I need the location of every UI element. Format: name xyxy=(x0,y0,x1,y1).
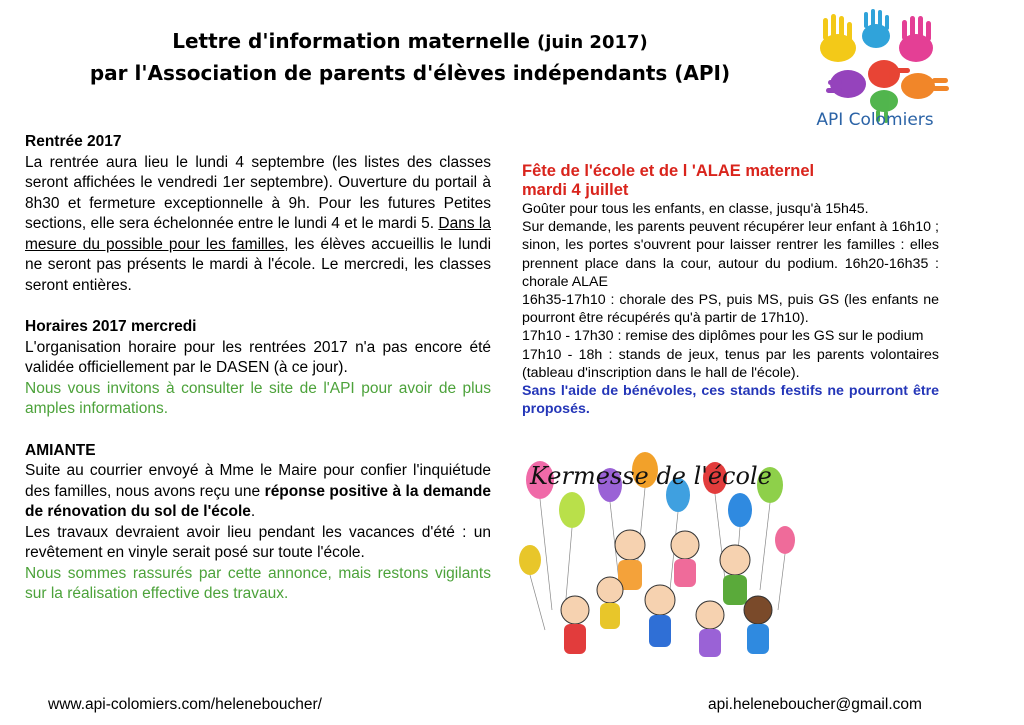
section-horaires xyxy=(25,317,491,420)
handprint-icon xyxy=(901,73,949,99)
amiante-text xyxy=(25,461,491,523)
header-line2: par l'Association de parents d'élèves indépendants (API) xyxy=(89,61,731,85)
fete-text-3: 16h35-17h10 : chorale des PS, puis MS, puis GS (les enfants ne pourront être récupérés qu'à partir de 17h10). xyxy=(522,292,939,327)
horaires-green-text: Nous vous invitons à consulter le site de l'API pour avoir de plus amples informations. xyxy=(25,379,491,417)
handprint-icon xyxy=(820,14,856,62)
fete-text-1: Goûter pour tous les enfants, en classe, jusqu'à 15h45. xyxy=(522,201,869,217)
amiante-bold: réponse positive à la demande de rénovation du sol de l'école xyxy=(25,482,491,520)
rentree-text-1: La rentrée aura lieu le lundi 4 septembre (les listes des classes seront affichées le vendredi 1er septembre). Ouverture du portail à 8h30 et fermeture exceptionnelle à 9h. Pour les futures Petites sections, elle sera échelonnée entre le lundi 4 et le mardi 5. xyxy=(25,153,491,232)
footer-email: api.heleneboucher@gmail.com xyxy=(708,696,922,713)
logo-text: API Colomiers xyxy=(816,110,934,130)
fete-text-5: 17h10 - 18h : stands de jeux, tenus par les parents volontaires (tableau d'inscription dans le hall de l'école). xyxy=(522,346,939,381)
section-title: AMIANTE xyxy=(25,441,96,459)
newsletter-header xyxy=(60,26,760,88)
horaires-text: L'organisation horaire pour les rentrées 2017 n'a pas encore été validée officiellement par le DASEN (à ce jour). xyxy=(25,338,491,376)
kermesse-title: Kermesse de l'école xyxy=(530,462,772,490)
header-title: Lettre d'information maternelle xyxy=(172,29,530,53)
right-column xyxy=(522,162,939,418)
fete-text-2: Sur demande, les parents peuvent récupérer leur enfant à 16h10 ; sinon, les portes s'ouvrent pour laisser rentrer les familles : elles prennent place dans la cour, autour du podium. 16h20-16h35 : chorale ALAE xyxy=(522,219,939,290)
fete-volunteer-note: Sans l'aide de bénévoles, ces stands festifs ne pourront être proposés. xyxy=(522,383,939,418)
left-column xyxy=(25,132,491,605)
amiante-text-1: Suite au courrier envoyé à Mme le Maire pour confier l'inquiétude des familles, nous avons reçu une xyxy=(25,462,491,500)
fete-title-line1: Fête de l'école et de l 'ALAE maternel xyxy=(522,162,815,180)
fete-title-line2: mardi 4 juillet xyxy=(522,181,629,199)
header-line1 xyxy=(60,26,760,58)
footer-website: www.api-colomiers.com/heleneboucher/ xyxy=(48,696,322,713)
section-text xyxy=(25,153,491,297)
amiante-green-text: Nous sommes rassurés par cette annonce, mais restons vigilants sur la réalisation effective des travaux. xyxy=(25,564,491,602)
child-icon xyxy=(561,530,772,657)
handprint-icon xyxy=(862,9,890,48)
handprint-icon xyxy=(826,70,866,98)
rentree-text-2: , les élèves accueillis le lundi ne seront pas présents le mardi à l'école. Le mercredi, les classes seront entières. xyxy=(25,235,492,294)
section-amiante xyxy=(25,441,491,605)
header-date: (juin 2017) xyxy=(536,32,648,53)
amiante-text-2: . xyxy=(250,503,256,520)
amiante-text-3: Les travaux devraient avoir lieu pendant les vacances d'été : un revêtement en vinyle serait posé sur toute l'école. xyxy=(25,523,491,561)
section-title: Horaires 2017 mercredi xyxy=(25,318,197,335)
rentree-underlined: Dans la mesure du possible pour les familles xyxy=(25,215,491,253)
section-rentree xyxy=(25,132,491,296)
handprint-icon xyxy=(899,16,933,62)
fete-text-4: 17h10 - 17h30 : remise des diplômes pour les GS sur le podium xyxy=(522,328,924,345)
section-title: Rentrée 2017 xyxy=(25,133,122,150)
